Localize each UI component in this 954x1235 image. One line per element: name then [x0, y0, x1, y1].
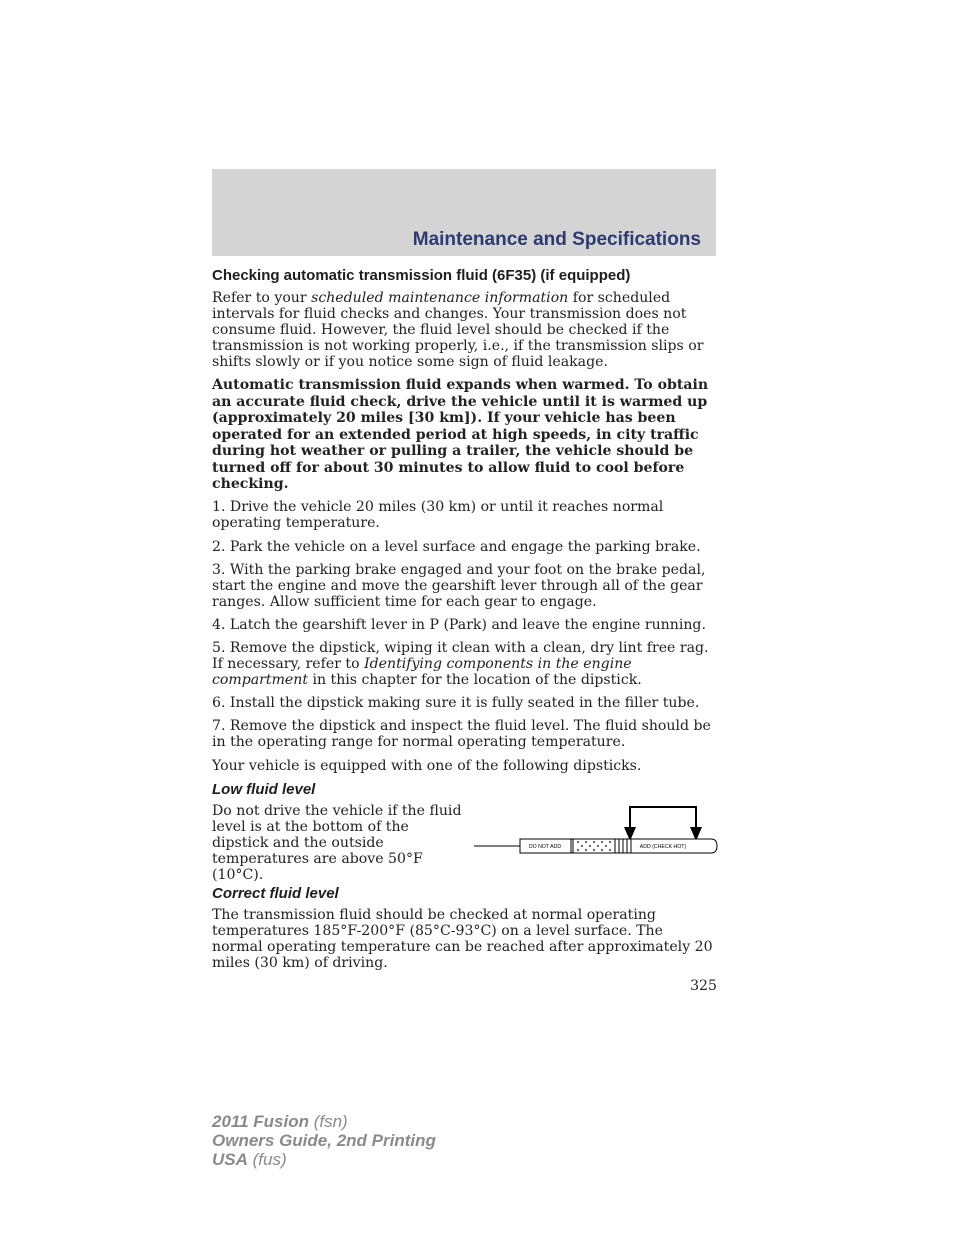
- warning-paragraph: Automatic transmission fluid expands when warmed. To obtain an accurate fluid check, drive the vehicle until it is warmed up (approximately 20 miles [30 km]). If your vehicle has been operated for an extended period at high speeds, in city traffic during hot weather or pulling a trailer, the vehicle should be turned off for about 30 minutes to allow fluid to cool before checking.: [212, 377, 709, 492]
- correct-fluid-text: The transmission fluid should be checked at normal operating temperatures 185°F-200°F (85°C-93°C) on a level surface. The normal operating temperature can be reached after approximately 20 miles (30 km) of driving.: [212, 906, 713, 971]
- dipstick-illustration: [474, 803, 722, 855]
- add-check-hot-label: ADD (CHECK HOT): [639, 843, 687, 850]
- low-fluid-block: [212, 802, 717, 883]
- intro-paragraph: [212, 290, 717, 370]
- header-band: [212, 169, 716, 256]
- footer-market: USA: [212, 1150, 248, 1169]
- footer: [212, 1112, 436, 1169]
- footer-model-code: (fsn): [309, 1112, 348, 1131]
- page-number: 325: [690, 978, 717, 994]
- footer-market-code: (fus): [247, 1150, 287, 1169]
- page-content: [212, 267, 717, 994]
- equipped-paragraph: Your vehicle is equipped with one of the following dipsticks.: [212, 757, 642, 774]
- footer-guide: Owners Guide, 2nd Printing: [212, 1131, 436, 1150]
- intro-text-pre: Refer to your: [212, 290, 312, 306]
- footer-line-1: [212, 1112, 436, 1131]
- intro-text-italic: scheduled maintenance information: [311, 290, 569, 306]
- step-5-post: in this chapter for the location of the dipstick.: [308, 672, 642, 689]
- step-4: 4. Latch the gearshift lever in P (Park) and leave the engine running.: [212, 616, 706, 633]
- low-fluid-text: Do not drive the vehicle if the fluid level is at the bottom of the dipstick and the outside temperatures are above 50°F (10°C).: [212, 802, 462, 883]
- step-5-italic: Identifying components in the engine compartment: [212, 656, 632, 689]
- footer-line-2: [212, 1131, 436, 1150]
- chapter-title: Maintenance and Specifications: [412, 229, 701, 250]
- intro-text-post: for scheduled intervals for fluid checks and changes. Your transmission does not consume fluid. However, the fluid level should be checked if the transmission is not working properly, i.e., if the transmission slips or shifts slowly or if you notice some sign of fluid leakage.: [212, 290, 704, 371]
- step-6: 6. Install the dipstick making sure it is fully seated in the filler tube.: [212, 695, 700, 712]
- do-not-add-label: DO NOT ADD: [528, 843, 562, 850]
- correct-fluid-title: Correct fluid level: [212, 884, 339, 902]
- footer-model: 2011 Fusion: [212, 1112, 309, 1131]
- footer-line-3: [212, 1150, 436, 1169]
- step-5: [212, 640, 717, 688]
- step-1: 1. Drive the vehicle 20 miles (30 km) or until it reaches normal operating temperature.: [212, 499, 664, 532]
- low-fluid-title: Low fluid level: [212, 780, 316, 798]
- step-7: 7. Remove the dipstick and inspect the fluid level. The fluid should be in the operating range for normal operating temperature.: [212, 718, 711, 751]
- range-bracket: [630, 807, 696, 831]
- step-5-pre: 5. Remove the dipstick, wiping it clean with a clean, dry lint free rag. If necessary, refer to: [212, 639, 709, 673]
- step-3: 3. With the parking brake engaged and your foot on the brake pedal, start the engine and move the gearshift lever through all of the gear ranges. Allow sufficient time for each gear to engage.: [212, 561, 706, 610]
- section-title: Checking automatic transmission fluid (6F35) (if equipped): [212, 267, 631, 284]
- step-2: 2. Park the vehicle on a level surface and engage the parking brake.: [212, 538, 701, 555]
